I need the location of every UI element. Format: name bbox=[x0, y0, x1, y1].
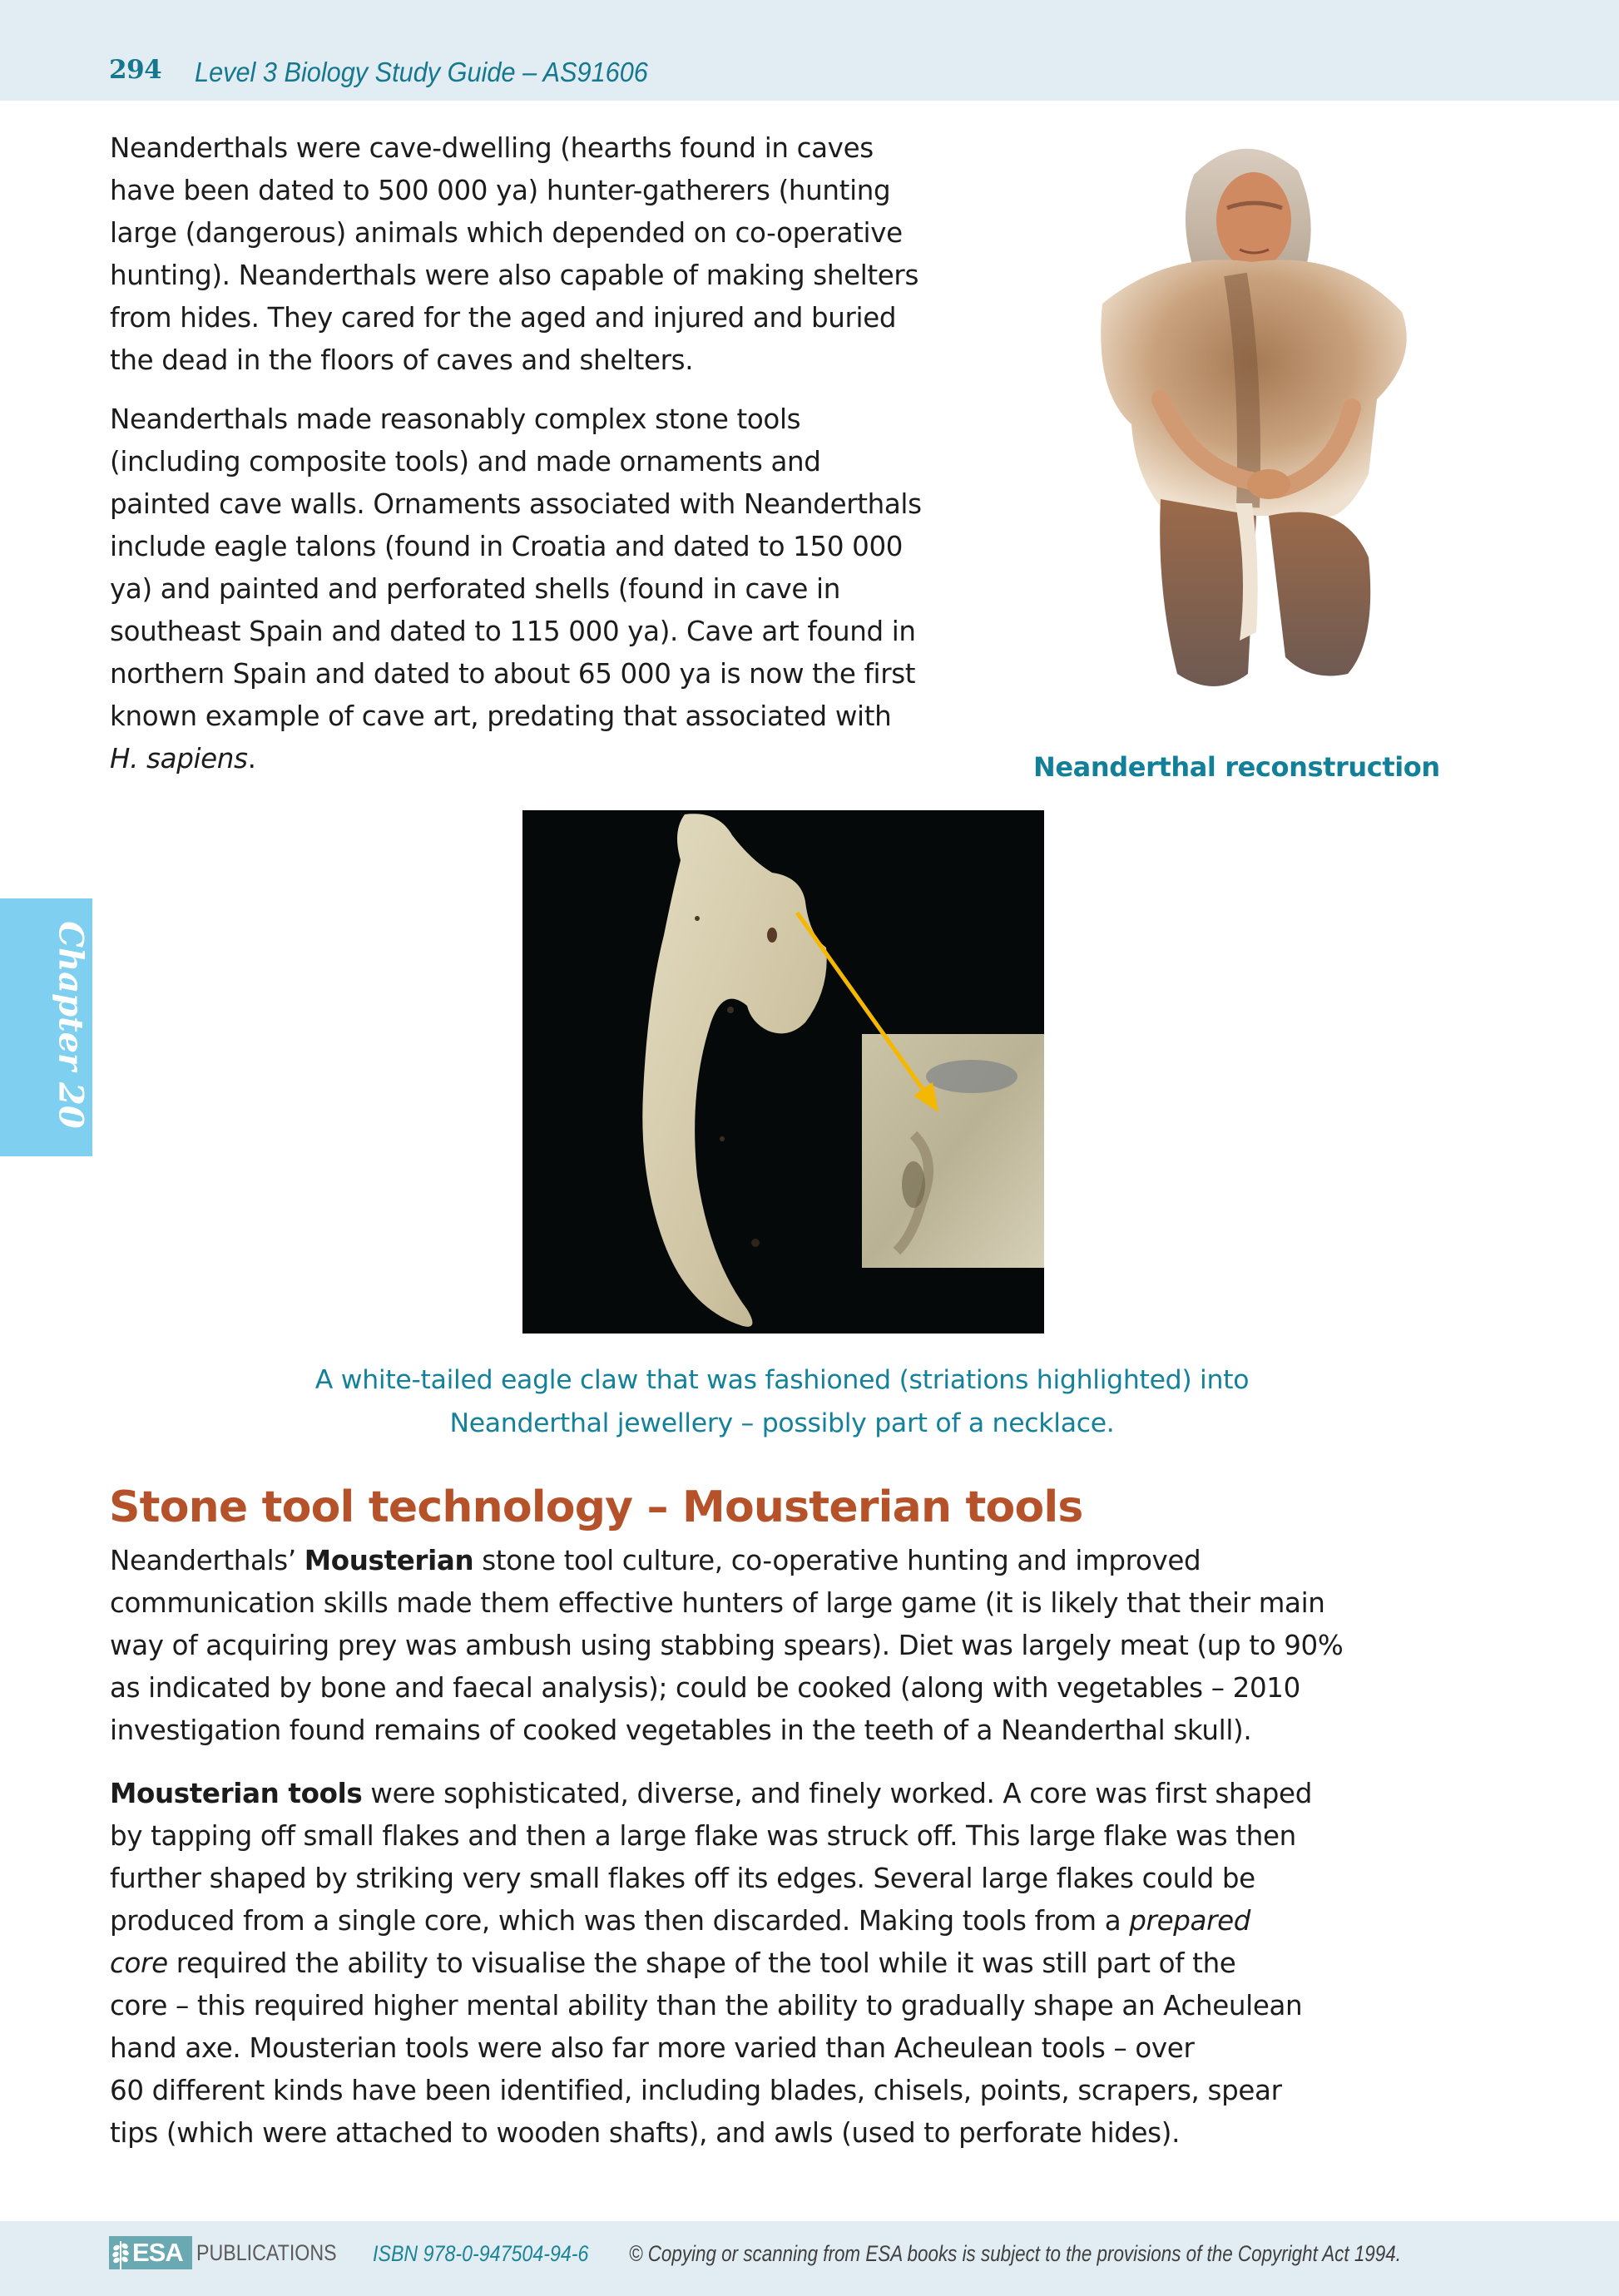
text-line: communication skills made them effective hunters of large game (it is likely that their main bbox=[110, 1587, 1325, 1619]
text-line: large (dangerous) animals which depended on co-operative bbox=[110, 217, 903, 249]
text-line: (including composite tools) and made ornaments and bbox=[110, 446, 821, 478]
text-line: northern Spain and dated to about 65 000 ya is now the first bbox=[110, 658, 916, 690]
tree-icon bbox=[109, 2236, 132, 2269]
neanderthal-reconstruction-image bbox=[1069, 125, 1427, 699]
eagle-claw-figure-caption bbox=[233, 1358, 1331, 1445]
text-line: the dead in the floors of caves and shelters. bbox=[110, 344, 694, 376]
text-line: known example of cave art, predating that associated with bbox=[110, 700, 892, 732]
text-line: painted cave walls. Ornaments associated with Neanderthals bbox=[110, 488, 922, 520]
species-name: H. sapiens bbox=[110, 743, 248, 774]
text-line: include eagle talons (found in Croatia and dated to 150 000 bbox=[110, 531, 904, 562]
text-span: were sophisticated, diverse, and finely worked. A core was first shaped bbox=[362, 1778, 1312, 1809]
text-line: core – this required higher mental ability than the ability to gradually shape an Acheulean bbox=[110, 1990, 1303, 2021]
caption-line: Neanderthal jewellery – possibly part of a necklace. bbox=[449, 1408, 1115, 1438]
paragraph-neanderthal-tools-art bbox=[110, 398, 922, 780]
book-title: Level 3 Biology Study Guide – AS91606 bbox=[195, 57, 648, 87]
emphasis: prepared bbox=[1129, 1905, 1251, 1937]
text-line: have been dated to 500 000 ya) hunter-gatherers (hunting bbox=[110, 175, 891, 206]
paragraph-neanderthal-lifestyle bbox=[110, 127, 918, 382]
text-line bbox=[110, 738, 922, 780]
text-line: from hides. They cared for the aged and injured and buried bbox=[110, 302, 897, 334]
text-line: tips (which were attached to wooden shafts), and awls (used to perforate hides). bbox=[110, 2117, 1181, 2149]
text-line: investigation found remains of cooked vegetables in the teeth of a Neanderthal skull). bbox=[110, 1715, 1252, 1746]
esa-publications-logo bbox=[109, 2236, 192, 2269]
paragraph-mousterian-culture bbox=[110, 1540, 1343, 1752]
text-line: hunting). Neanderthals were also capable of making shelters bbox=[110, 260, 919, 291]
emphasis: core bbox=[110, 1947, 168, 1979]
isbn: ISBN 978-0-947504-94-6 bbox=[373, 2241, 589, 2266]
key-term: Mousterian tools bbox=[110, 1778, 363, 1809]
text-span: produced from a single core, which was then discarded. Making tools from a bbox=[110, 1905, 1130, 1937]
text-line bbox=[110, 1900, 1312, 1942]
page-number: 294 bbox=[109, 55, 162, 85]
punctuation: . bbox=[247, 743, 256, 774]
text-span: required the ability to visualise the shape of the tool while it was still part of the bbox=[167, 1947, 1236, 1979]
text-line bbox=[110, 1773, 1312, 1815]
publisher-name: PUBLICATIONS bbox=[196, 2240, 337, 2265]
text-line: southeast Spain and dated to 115 000 ya). Cave art found in bbox=[110, 616, 916, 647]
paragraph-mousterian-tools bbox=[110, 1773, 1312, 2155]
logo-text: ESA bbox=[132, 2238, 183, 2267]
text-line: Neanderthals made reasonably complex stone tools bbox=[110, 403, 801, 435]
eagle-claw-image bbox=[522, 810, 1044, 1334]
chapter-tab-label: Chapter 20 bbox=[51, 921, 91, 1129]
text-line bbox=[110, 1540, 1343, 1582]
copyright-notice: © Copying or scanning from ESA books is subject to the provisions of the Copyright Act 1994. bbox=[629, 2241, 1401, 2266]
text-line: by tapping off small flakes and then a large flake was struck off. This large flake was then bbox=[110, 1820, 1296, 1852]
text-line: Neanderthals were cave-dwelling (hearths found in caves bbox=[110, 132, 874, 164]
caption-line: A white-tailed eagle claw that was fashioned (striations highlighted) into bbox=[314, 1365, 1250, 1395]
neanderthal-figure-caption: Neanderthal reconstruction bbox=[1033, 751, 1440, 783]
section-heading: Stone tool technology – Mousterian tools bbox=[109, 1482, 1083, 1532]
text-span: stone tool culture, co-operative hunting and improved bbox=[473, 1545, 1201, 1576]
text-span: Neanderthals’ bbox=[110, 1545, 304, 1576]
text-line: way of acquiring prey was ambush using stabbing spears). Diet was largely meat (up to 90% bbox=[110, 1630, 1344, 1661]
text-line: further shaped by striking very small flakes off its edges. Several large flakes could be bbox=[110, 1863, 1255, 1894]
text-line: hand axe. Mousterian tools were also far more varied than Acheulean tools – over bbox=[110, 2032, 1195, 2064]
text-line: ya) and painted and perforated shells (found in cave in bbox=[110, 573, 840, 605]
text-line bbox=[110, 1942, 1312, 1985]
key-term: Mousterian bbox=[304, 1545, 474, 1576]
text-line: 60 different kinds have been identified, including blades, chisels, points, scrapers, spear bbox=[110, 2075, 1282, 2106]
text-line: as indicated by bone and faecal analysis); could be cooked (along with vegetables – 2010 bbox=[110, 1672, 1300, 1704]
